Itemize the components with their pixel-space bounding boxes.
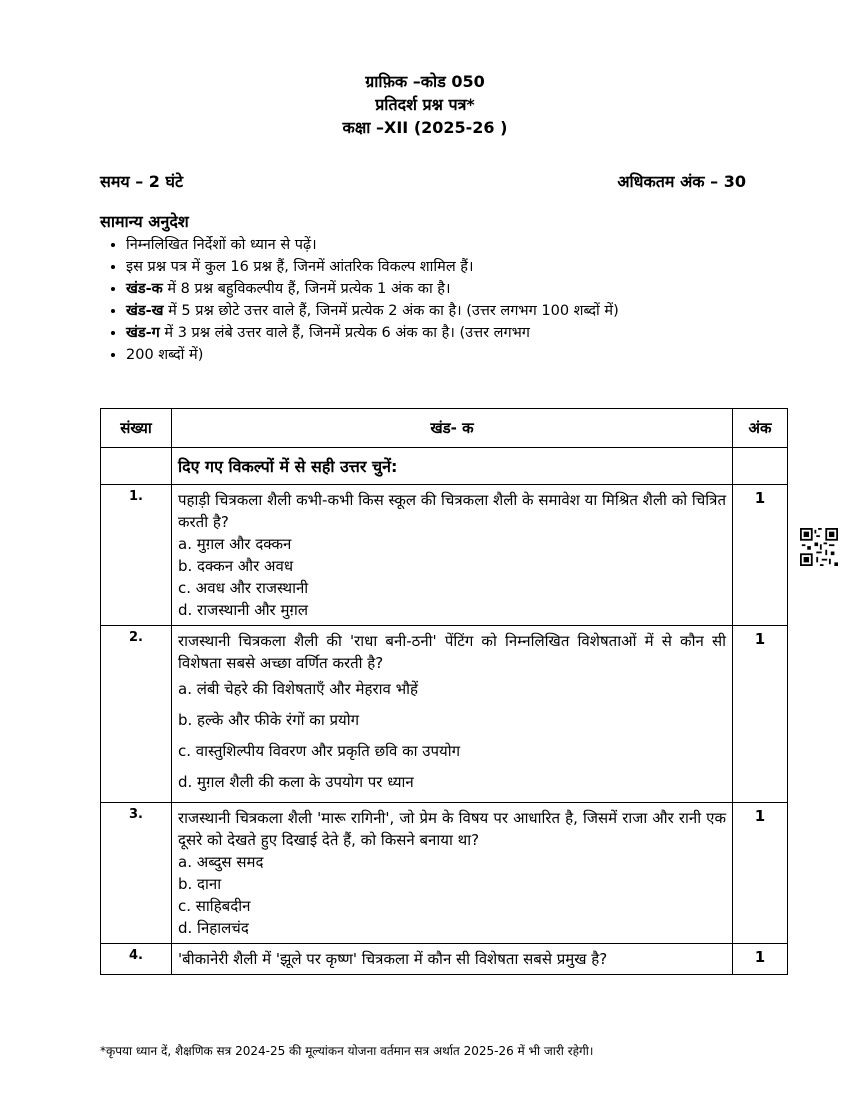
instruction-item: • निम्नलिखित निर्देशों को ध्यान से पढ़ें।	[126, 234, 740, 256]
subheading-row	[101, 448, 788, 485]
question-marks: 1	[733, 626, 788, 803]
question-table	[100, 408, 788, 975]
option: b. दक्कन और अवध	[178, 557, 294, 575]
instruction-item: • 200 शब्दों में)	[126, 344, 740, 366]
option: c. अवध और राजस्थानी	[178, 579, 309, 597]
header-number: संख्या	[101, 409, 172, 448]
option: d. निहालचंद	[178, 919, 249, 937]
question-text: 'बीकानेरी शैली में 'झूले पर कृष्ण' चित्रकला में कौन सी विशेषता सबसे प्रमुख है?	[178, 950, 608, 968]
option: a. अब्दुस समद	[178, 853, 264, 871]
option: d. राजस्थानी और मुग़ल	[178, 601, 309, 619]
option: a. लंबी चेहरे की विशेषताएँ और मेहराव भौहें	[178, 680, 418, 698]
question-text: राजस्थानी चित्रकला शैली 'मारू रागिनी', जो प्रेम के विषय पर आधारित है, जिसमें राजा और रानी एक दूसरे को देखते हुए दिखाई देते हैं, को किसने बनाया था?	[178, 809, 726, 849]
table-row	[101, 944, 788, 975]
question-cell	[172, 803, 733, 944]
document-header	[0, 70, 850, 139]
subject-code: ग्राफ़िक –कोड 050	[365, 72, 485, 91]
question-marks: 1	[733, 944, 788, 975]
time-allowed: समय – 2 घंटे	[100, 172, 184, 191]
instructions-title: सामान्य अनुदेश	[100, 212, 189, 231]
footnote: *कृपया ध्यान दें, शैक्षणिक सत्र 2024-25 की मूल्यांकन योजना वर्तमान सत्र अर्थात 2025-26 में भी जारी रहेगी।	[100, 1044, 594, 1058]
qr-code-icon	[800, 528, 838, 566]
question-marks: 1	[733, 485, 788, 626]
table-header-row	[101, 409, 788, 448]
option: d. मुग़ल शैली की कला के उपयोग पर ध्यान	[178, 773, 414, 791]
question-marks: 1	[733, 803, 788, 944]
instruction-item: • इस प्रश्न पत्र में कुल 16 प्रश्न हैं, जिनमें आंतरिक विकल्प शामिल हैं।	[126, 256, 740, 278]
table-row	[101, 803, 788, 944]
header-marks: अंक	[733, 409, 788, 448]
question-cell	[172, 485, 733, 626]
class-session: कक्षा –XII (2025-26 )	[342, 118, 508, 137]
instruction-item: • खंड-ख में 5 प्रश्न छोटे उत्तर वाले हैं, जिनमें प्रत्येक 2 अंक का है। (उत्तर लगभग 100 शब्दों में)	[126, 300, 740, 322]
option: c. वास्तुशिल्पीय विवरण और प्रकृति छवि का उपयोग	[178, 742, 461, 760]
question-number: 2.	[101, 626, 172, 803]
table-row	[101, 626, 788, 803]
question-text: पहाड़ी चित्रकला शैली कभी-कभी किस स्कूल की चित्रकला शैली के समावेश या मिश्रित शैली को चित्रित करती है?	[178, 491, 726, 531]
general-instructions	[100, 210, 740, 366]
instruction-item: • खंड-क में 8 प्रश्न बहुविकल्पीय हैं, जिनमें प्रत्येक 1 अंक का है।	[126, 278, 740, 300]
question-cell	[172, 626, 733, 803]
question-number: 4.	[101, 944, 172, 975]
option: b. दाना	[178, 875, 222, 893]
paper-title: प्रतिदर्श प्रश्न पत्र*	[375, 95, 475, 114]
question-number: 3.	[101, 803, 172, 944]
table-row	[101, 485, 788, 626]
question-text: राजस्थानी चित्रकला शैली की 'राधा बनी-ठनी' पेंटिंग को निम्नलिखित विशेषताओं में से कौन सी विशेषता सबसे अच्छा वर्णित करती है?	[178, 632, 726, 672]
instruction-item: • खंड-ग में 3 प्रश्न लंबे उत्तर वाले हैं, जिनमें प्रत्येक 6 अंक का है। (उत्तर लगभग	[126, 322, 740, 344]
header-section: खंड- क	[172, 409, 733, 448]
maximum-marks: अधिकतम अंक – 30	[617, 172, 746, 191]
section-instruction: दिए गए विकल्पों में से सही उत्तर चुनें:	[172, 448, 733, 485]
option: b. हल्के और फीके रंगों का प्रयोग	[178, 711, 360, 729]
option: a. मुग़ल और दक्कन	[178, 535, 292, 553]
question-number: 1.	[101, 485, 172, 626]
question-cell	[172, 944, 733, 975]
option: c. साहिबदीन	[178, 897, 251, 915]
instructions-list	[100, 234, 740, 366]
